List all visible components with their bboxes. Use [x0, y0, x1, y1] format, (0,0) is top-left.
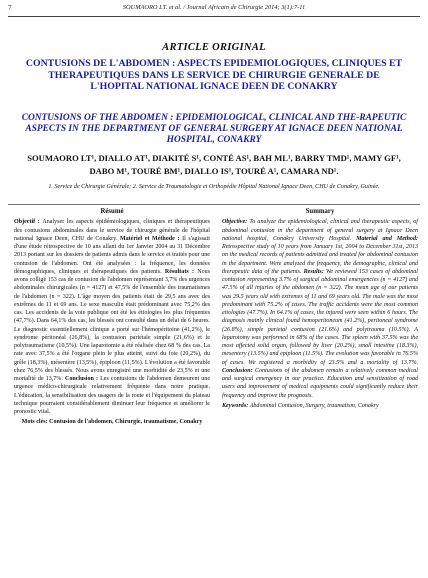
objective-text: To analyze the epidemiological, clinical and therapeutic aspects, of abdominal contusion in the department of general surgery at Ignace Deen national hospital, Conakry University Hospital. [222, 219, 418, 242]
title-english: CONTUSIONS OF THE ABDOMEN : EPIDEMIOLOGICAL, CLINICAL AND THE-RAPEUTIC ASPECTS IN THE DEPARTMENT OF GENERAL SURGERY AT IGNACE DEEN NATIONAL HOSPITAL, CONAKRY [21, 113, 407, 146]
running-head [8, 4, 420, 16]
keywords [222, 402, 418, 410]
resume-heading: Résumé [100, 208, 124, 215]
summary-conclusion-label: Conclusion: [222, 367, 255, 374]
page-number: 7 [8, 4, 12, 12]
article-type: ARTICLE ORIGINAL [162, 42, 266, 53]
author-list: SOUMAORO LT¹, DIALLO AT¹, DIAKITÉ S¹, CONTÉ AS¹, BAH ML¹, BARRY TMD¹, MAMY GF¹, DABO M¹, TOURÉ BM¹, DIALLO IS¹, TOURÉ A¹, CAMARA ND¹. [27, 153, 401, 176]
methode-label: Matériel et Méthode : [119, 235, 183, 242]
conclusion-label: Conclusion : [64, 376, 101, 382]
objectif-text: Analyser les aspects épidémiologiques, cliniques et thérapeutiques des contusions abdominales dans le service de chirurgie générale de l'hôpital national Ignace Deen, CHU de Conakry. [14, 219, 210, 242]
summary-body [222, 218, 418, 400]
methode-text: Il s'agissait d'une étude rétrospective de 10 ans allant du 1er Janvier 2004 au 31 Décembre 2013 portant sur les dossiers de patients admis dans le service et traités pour une contusion de l'abdomen. Ont été analysées : la fréquence, les données démographiques, cliniques et thérapeutiques des patients. [14, 235, 210, 275]
results-label: Results: [303, 268, 326, 275]
running-head-text: SOUMAORO LT. et al. / Journal Africain de Chirurgie 2014; 3(1):7-11 [122, 4, 306, 11]
objective-label: Objective: [222, 219, 250, 226]
objectif-label: Objectif : [14, 219, 43, 226]
mots-cles-text: Contusion de l'abdomen, Chirurgie, traumatisme, Conakry [49, 419, 203, 426]
summary-conclusion-text: Contusions of the abdomen remain a relatively common medical and surgical emergency in our practice. Education and sensitization of road users and improvement of medical equipments could significantly reduce their frequency and improve the prognosis. [222, 367, 418, 399]
resume-column [14, 208, 210, 427]
section-divider [8, 204, 420, 205]
conclusion-text: Les contusions de l'abdomen demeurent une urgence médico-chirurgicale relativement fréquente dans notre pratique. L'éducation, la sensibilisation des usagers de la route et l'équipement du plateau technique pourraient considérablement diminuer leur fréquence et améliorer le pronostic vital. [14, 376, 211, 415]
results-text: We reviewed 153 cases of abdominal contusion representing 3.7% of surgical abdominal emergencies (n = 4127) and 47.5% of all injuries of the abdomen (n = 322). The mean age of our patients was 29.5 years old with extremes of 11 and 69 years old. The male was the most predominant with 75.2% of cases. The traffic accidents were the most common etiologies (47.7%). In 64.1% of cases, the injured were seen within 6 hours. The diagnosis mainly clinical found hemoperitoneum (41.2%), peritoneal syndrome (26.8%), simple parietal contusion (21.6%) and polytrauma (10.5%). A laparotomy was performed in 68% of the cases. The spleen with 37.5% was the most affected solid organ, followed by liver (20.2%), small intestine (18.3%), mesentery (13.5%) and epiploon (11.5%). The evolution was favorable in 76.5% of cases. We registered a morbidity of 23.5% and a mortality of 13.7%. [222, 268, 418, 366]
resultats-text: Nous avons colligé 153 cas de contusion de l'abdomen représentant 3,7% des urgences abdominales chirurgicales (n = 4127) et 47,5% de l'ensemble des traumatismes de l'abdomen (n = 322). L'âge moyen des patients était de 29,5 ans avec des extrêmes de 11 et 69 ans. Le sexe masculin était prédominant avec 75,2% des cas. Les accidents de la voie publique ont été les étiologies les plus fréquentes (47,7%). Dans 64,1% des cas, les blessés ont consulté dans un délai de 6 heures. Le diagnostic essentiellement clinique a porté sur l'hémopéritoine (41,2%), le syndrome péritonéal (26,8%), la contusion pariétale simple (21,6%) et le polytraumatisme (10,5%). Une laparotomie a été réalisée chez 68 % des cas. La rate avec 37,5% a été l'organe plein le plus atteint, suivi du foie (20,2%), du grêle (18,3%), mésentère (13,5%), épiploon (11,5%). L'évolution a été favorable chez 76,5% des blessés. Nous avons enregistré une morbidité de 23,5% et une mortalité de 13,7%. [14, 268, 210, 382]
keywords-label: Keywords: [222, 402, 250, 409]
method-text: Retrospective study of 10 years from January 1st, 2004 to December 31st, 2013 on the medical records of patients admitted and treated for abdominal contusion in the department. Were analyzed the frequency, the demographic, clinical and therapeutic data of the patients. [222, 244, 418, 275]
summary-heading: Summary [305, 208, 335, 215]
resultats-label: Résultats : [164, 268, 198, 275]
title-french: CONTUSIONS DE L'ABDOMEN : ASPECTS EPIDEMIOLOGIQUES, CLINIQUES ET THERAPEUTIQUES DANS LE SERVICE DE CHIRURGIE GENERALE DE L'HOPITAL NATIONAL IGNACE DEEN DE CONAKRY [25, 58, 403, 93]
resume-body [14, 218, 210, 416]
header-divider [8, 16, 420, 17]
mots-cles-label: Mots clés: [21, 419, 50, 426]
method-label: Material and Method: [356, 235, 418, 242]
mots-cles [14, 418, 210, 426]
keywords-text: Abdominal Contusion, Surgery, traumatism, Conakry [249, 402, 379, 409]
affiliations: 1. Service de Chirurgie Générale; 2. Service de Traumatologie et Orthopédie Hôpital National Ignace Deen, CHU de Conakry, Guinée. [48, 184, 380, 190]
summary-column [222, 208, 418, 410]
